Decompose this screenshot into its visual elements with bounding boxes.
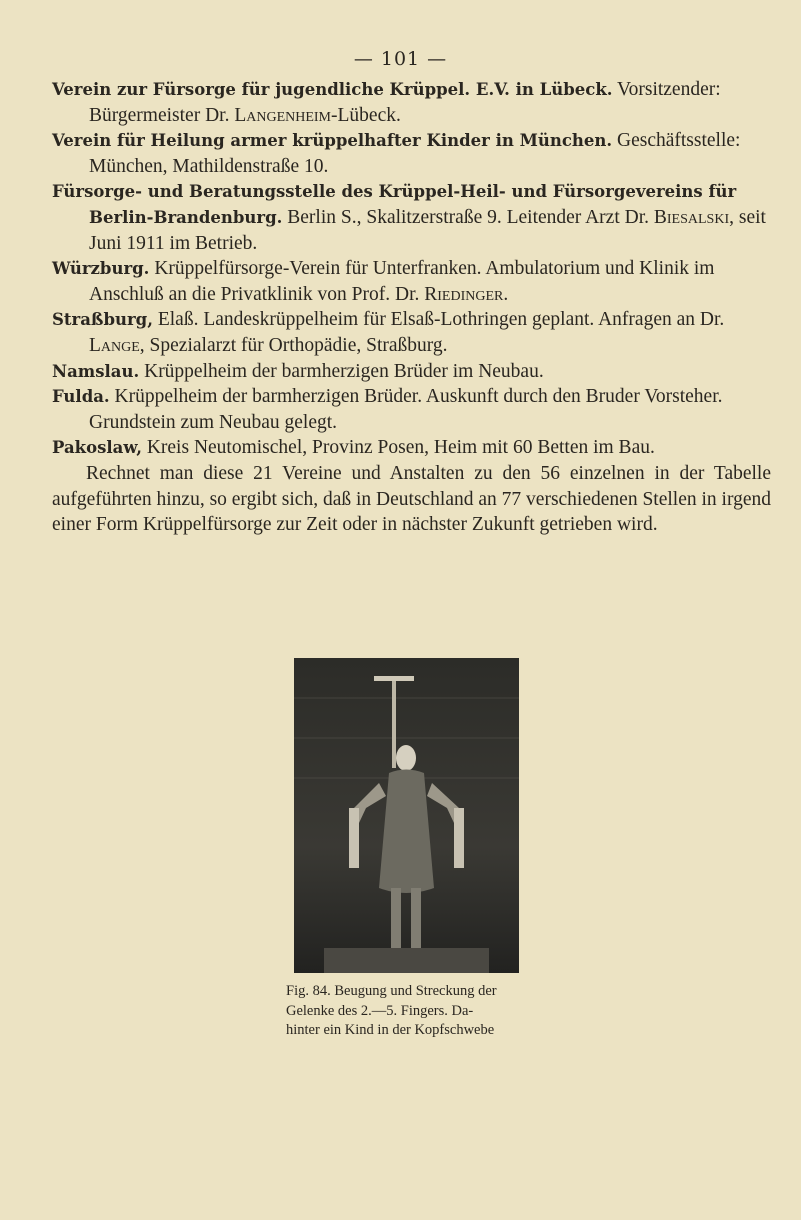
entry-tail: .: [503, 283, 509, 305]
summary-paragraph: Rechnet man diese 21 Vereine und Anstalten zu den 56 einzelnen in der Tabelle aufgeführten hinzu, so ergibt sich, daß in Deutschland an 77 verschiedenen Stellen in irgend einer Form Krüppelfürsorge zur Zeit oder in nächster Zukunft getrieben wird.: [52, 462, 771, 536]
photo-illustration: [294, 658, 519, 973]
entry-tail: , Spezialarzt für Orthopädie, Straßburg.: [139, 334, 448, 356]
entry-strassburg: [52, 307, 771, 358]
entry-heading: Fürsorge- und Beratungsstelle des Krüppel-Heil- und Fürsorgevereins für Berlin-Brandenburg.: [52, 182, 737, 227]
entry-heading: Würzburg.: [52, 259, 150, 279]
entry-text: Elaß. Landeskrüppelheim für Elsaß-Lothringen geplant. Anfragen an Dr.: [152, 309, 725, 331]
entry-name: Langenheim: [234, 104, 332, 126]
entry-tail: -Lübeck.: [331, 104, 401, 126]
page-number: — 101 —: [353, 48, 448, 70]
entry-heading: Straßburg,: [52, 310, 153, 330]
caption-line: Gelenke des 2.—5. Fingers. Da-: [286, 1002, 474, 1019]
entry-heading: Namslau.: [52, 361, 140, 381]
figure-caption: [286, 982, 522, 1041]
entry-text: Geschäftsstelle: München, Mathildenstraße 10.: [89, 130, 741, 177]
entry-heading: Verein zur Fürsorge für jugendliche Krüppel. E.V. in Lübeck.: [52, 80, 613, 99]
caption-line: Fig. 84. Beugung und Streckung der: [286, 983, 497, 999]
entry-name: Biesalski: [653, 206, 730, 228]
entry-heading: Fulda.: [52, 387, 110, 407]
entry-text: Krüppelheim der barmherzigen Brüder im Neubau.: [139, 360, 544, 382]
entry-text: Krüppelfürsorge-Verein für Unterfranken. Ambulatorium und Klinik im Anschluß an die Privatklinik von Prof. Dr.: [89, 258, 715, 305]
entry-muenchen: [52, 128, 771, 179]
entry-list: [52, 77, 771, 538]
entry-heading: Verein für Heilung armer krüppelhafter Kinder in München.: [52, 131, 613, 151]
entry-heading: Pakoslaw,: [52, 438, 142, 458]
entry-name: Lange: [89, 334, 140, 356]
entry-pakoslaw: [52, 435, 771, 461]
entry-namslau: [52, 359, 771, 385]
entry-wuerzburg: [52, 256, 771, 307]
entry-text: Berlin S., Skalitzerstraße 9. Leitender Arzt Dr.: [282, 206, 654, 228]
entry-text: Kreis Neutomischel, Provinz Posen, Heim mit 60 Betten im Bau.: [141, 437, 655, 459]
entry-luebeck: [52, 77, 771, 128]
entry-name: Riedinger: [424, 283, 504, 305]
figure-photo: [294, 658, 519, 973]
entry-berlin: [52, 179, 771, 256]
caption-line: hinter ein Kind in der Kopfschwebe: [286, 1022, 495, 1038]
entry-text: Vorsitzender: Bürgermeister Dr.: [89, 79, 721, 126]
entry-fulda: [52, 384, 771, 435]
entry-tail: , seit Juni 1911 im Betrieb.: [89, 206, 766, 254]
entry-text: Krüppelheim der barmherzigen Brüder. Auskunft durch den Bruder Vorsteher. Grundstein zum Neubau gelegt.: [89, 386, 723, 433]
